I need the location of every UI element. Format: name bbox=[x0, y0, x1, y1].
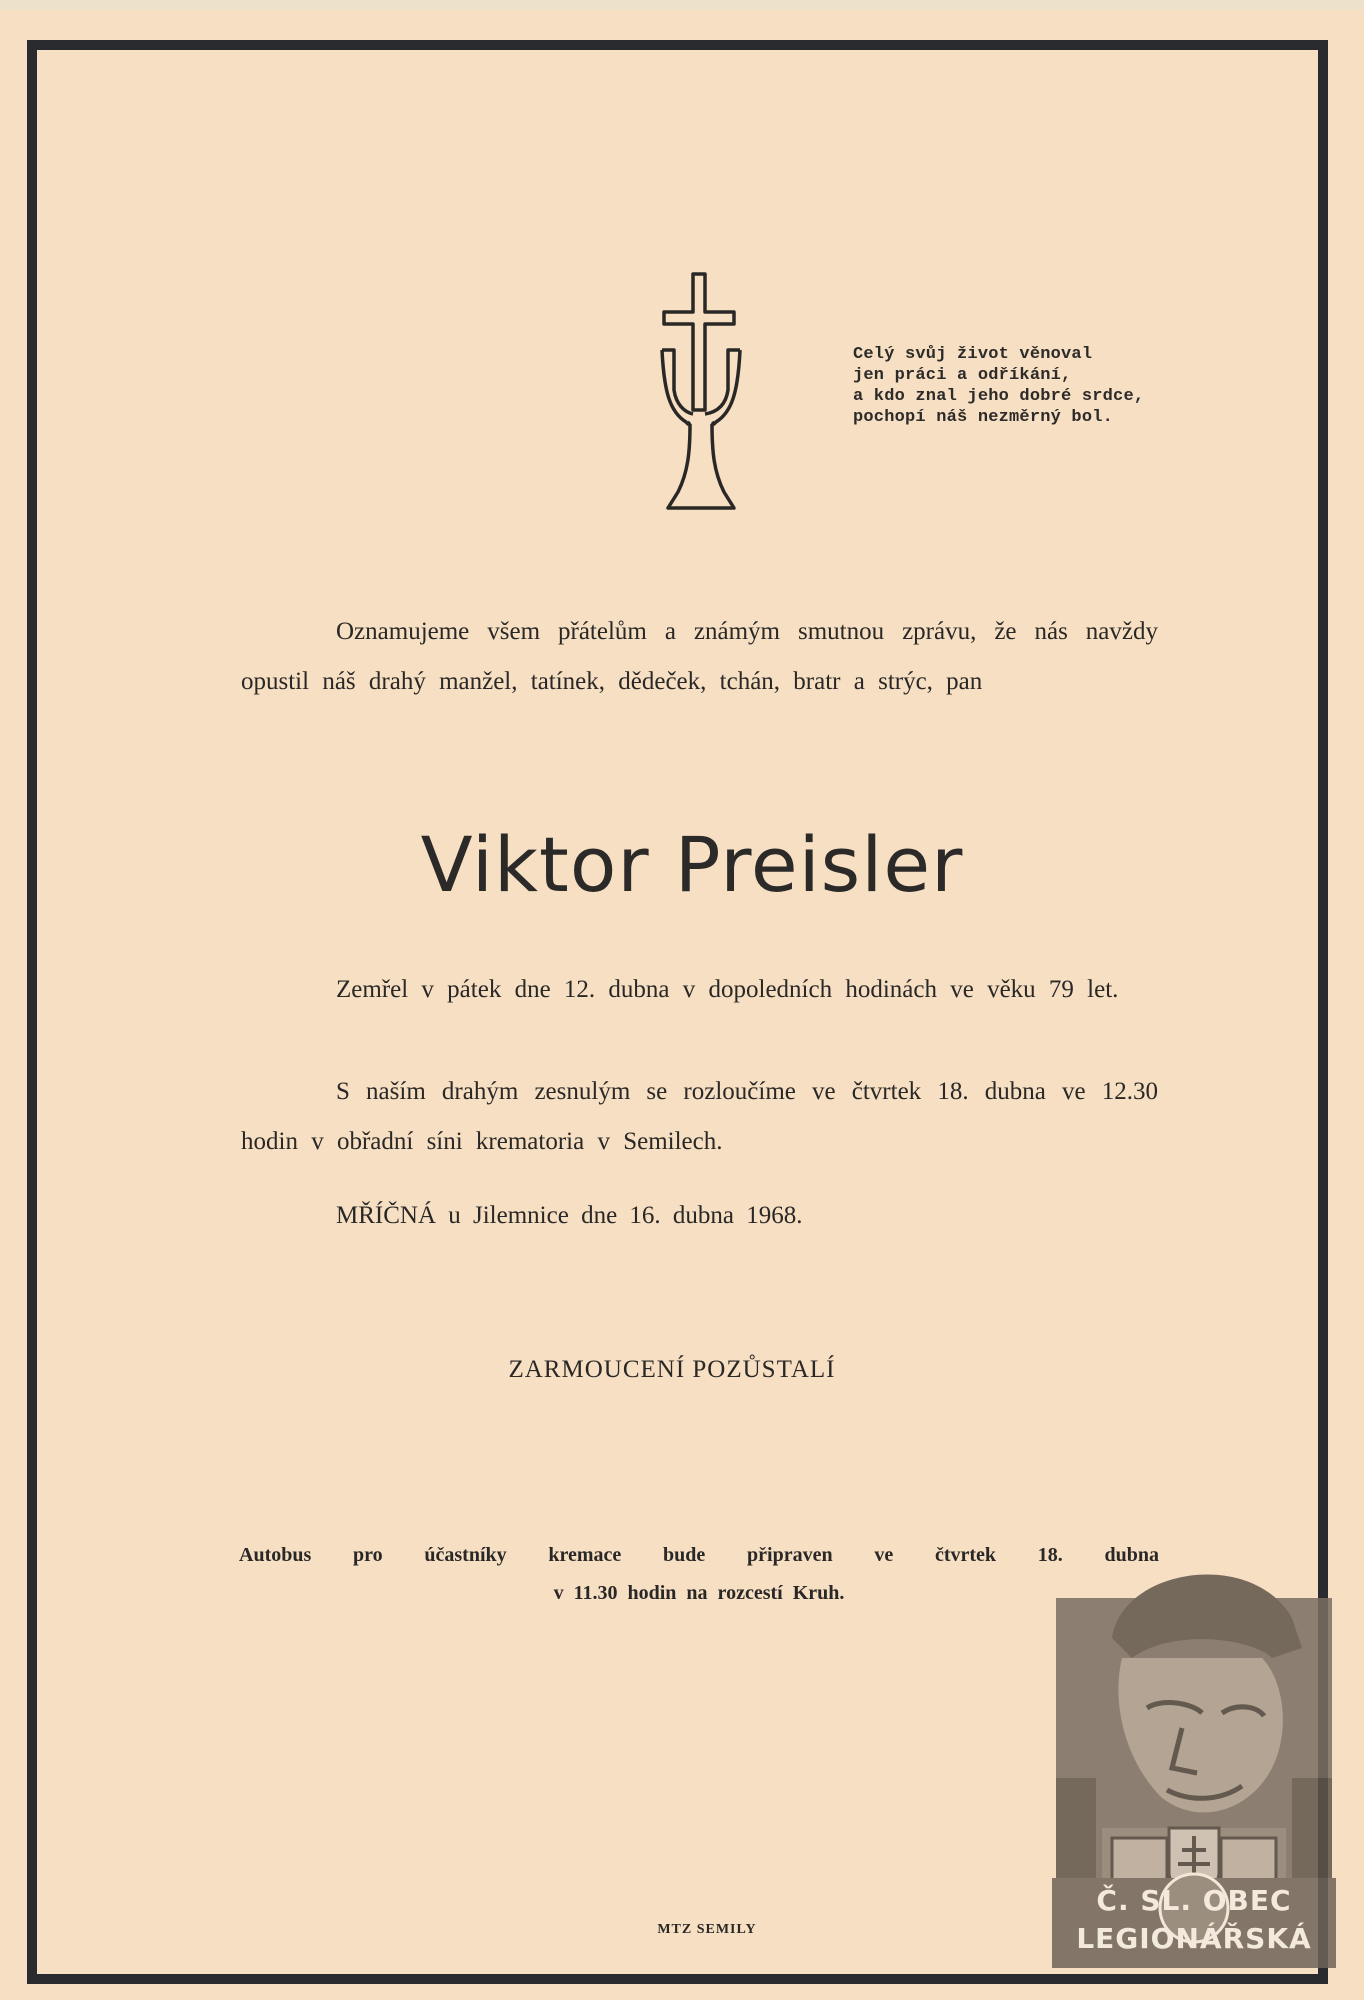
motto-line: Celý svůj život věnoval bbox=[853, 345, 1093, 364]
motto-verse bbox=[853, 344, 1144, 428]
announcement-intro bbox=[241, 607, 1158, 707]
cross-chalice-icon bbox=[656, 272, 746, 512]
death-text: Zemřel v pátek dne 12. dubna v dopoledních hodinách ve věku 79 let. bbox=[336, 976, 1119, 1003]
printer-mark: MTZ SEMILY bbox=[657, 1922, 757, 1937]
death-paragraph bbox=[241, 965, 1158, 1015]
motto-line: jen práci a odříkání, bbox=[853, 366, 1072, 385]
place-and-date: MŘÍČNÁ u Jilemnice dne 16. dubna 1968. bbox=[336, 1202, 803, 1229]
bus-notice bbox=[239, 1536, 1159, 1612]
intro-text: Oznamujeme všem přátelům a známým smutnou zprávu, že nás navždy opustil náš drahý manžel, tatínek, dědeček, tchán, bratr a strýc, pan bbox=[241, 618, 1158, 695]
motto-line: a kdo znal jeho dobré srdce, bbox=[853, 387, 1145, 406]
deceased-name: Viktor Preisler bbox=[420, 820, 964, 909]
bus-notice-line: Autobus pro účastníky kremace bude připraven ve čtvrtek 18. dubna bbox=[239, 1544, 1159, 1566]
farewell-text: S naším drahým zesnulým se rozloučíme ve čtvrtek 18. dubna ve 12.30 hodin v obřadní síni krematoria v Semilech. bbox=[241, 1078, 1158, 1155]
bus-notice-line: v 11.30 hodin na rozcestí Kruh. bbox=[553, 1582, 845, 1604]
signature: ZARMOUCENÍ POZŮSTALÍ bbox=[508, 1356, 836, 1383]
watermark-text-line: Č. SL. OBEC bbox=[1096, 1884, 1292, 1917]
motto-line: pochopí náš nezměrný bol. bbox=[853, 408, 1114, 427]
farewell-paragraph bbox=[241, 1067, 1158, 1167]
watermark-text-line: LEGIONÁŘSKÁ bbox=[1076, 1922, 1312, 1955]
